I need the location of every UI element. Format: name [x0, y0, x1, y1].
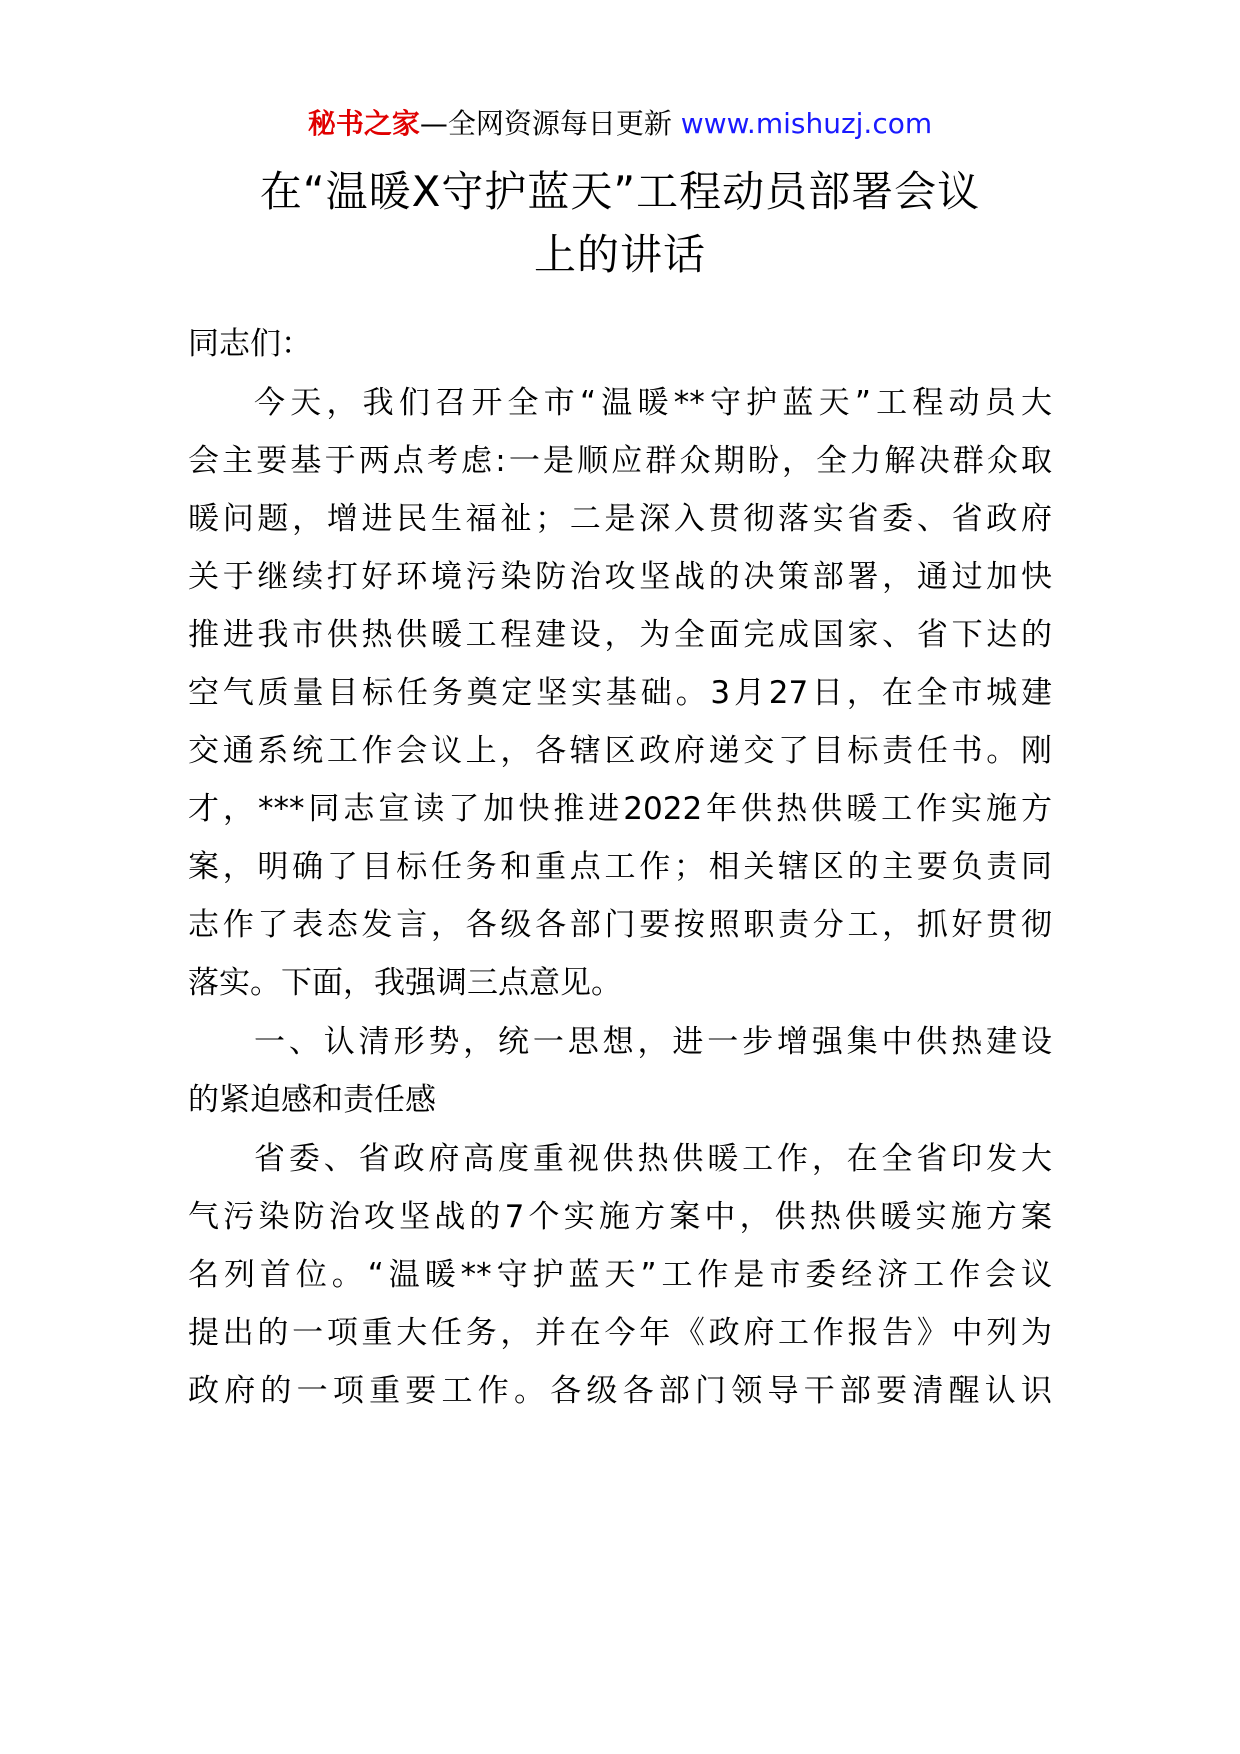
body-line: 政府的一项重要工作。各级各部门领导干部要清醒认识	[188, 1373, 1052, 1409]
body-line: 气污染防治攻坚战的7个实施方案中，供热供暖实施方案	[188, 1199, 1052, 1235]
body-line: 案，明确了目标任务和重点工作；相关辖区的主要负责同	[188, 849, 1052, 885]
document-title-line-2: 上的讲话	[533, 230, 706, 279]
banner-brand: 秘书之家	[307, 107, 420, 140]
body-line: 今天，我们召开全市“温暖**守护蓝天”工程动员大	[254, 385, 1052, 421]
section-heading-1: 一、认清形势，统一思想，进一步增强集中供热建设	[254, 1024, 1052, 1060]
body-line: 推进我市供热供暖工程建设，为全面完成国家、省下达的	[188, 617, 1052, 653]
body-line: 落实。下面，我强调三点意见。	[188, 965, 622, 1001]
body-line: 名列首位。“温暖**守护蓝天”工作是市委经济工作会议	[188, 1257, 1052, 1293]
document-title-line-1: 在“温暖X守护蓝天”工程动员部署会议	[259, 167, 981, 216]
banner-url-link[interactable]: www.mishuzj.com	[671, 107, 933, 140]
greeting: 同志们：	[188, 326, 312, 362]
body-line: 省委、省政府高度重视供热供暖工作，在全省印发大	[254, 1141, 1052, 1177]
section-heading-1-cont: 的紧迫感和责任感	[188, 1082, 436, 1118]
body-line: 暖问题，增进民生福祉；二是深入贯彻落实省委、省政府	[188, 501, 1052, 537]
body-line: 才，***同志宣读了加快推进2022年供热供暖工作实施方	[188, 791, 1052, 827]
body-line: 志作了表态发言，各级各部门要按照职责分工，抓好贯彻	[188, 907, 1052, 943]
body-line: 会主要基于两点考虑:一是顺应群众期盼，全力解决群众取	[188, 443, 1052, 479]
body-line: 关于继续打好环境污染防治攻坚战的决策部署，通过加快	[188, 559, 1052, 595]
banner-tagline: —全网资源每日更新	[419, 107, 672, 140]
site-banner	[0, 104, 1240, 144]
body-line: 交通系统工作会议上，各辖区政府递交了目标责任书。刚	[188, 733, 1052, 769]
body-line: 提出的一项重大任务，并在今年《政府工作报告》中列为	[188, 1315, 1052, 1351]
body-line: 空气质量目标任务奠定坚实基础。3月27日，在全市城建	[188, 675, 1052, 711]
